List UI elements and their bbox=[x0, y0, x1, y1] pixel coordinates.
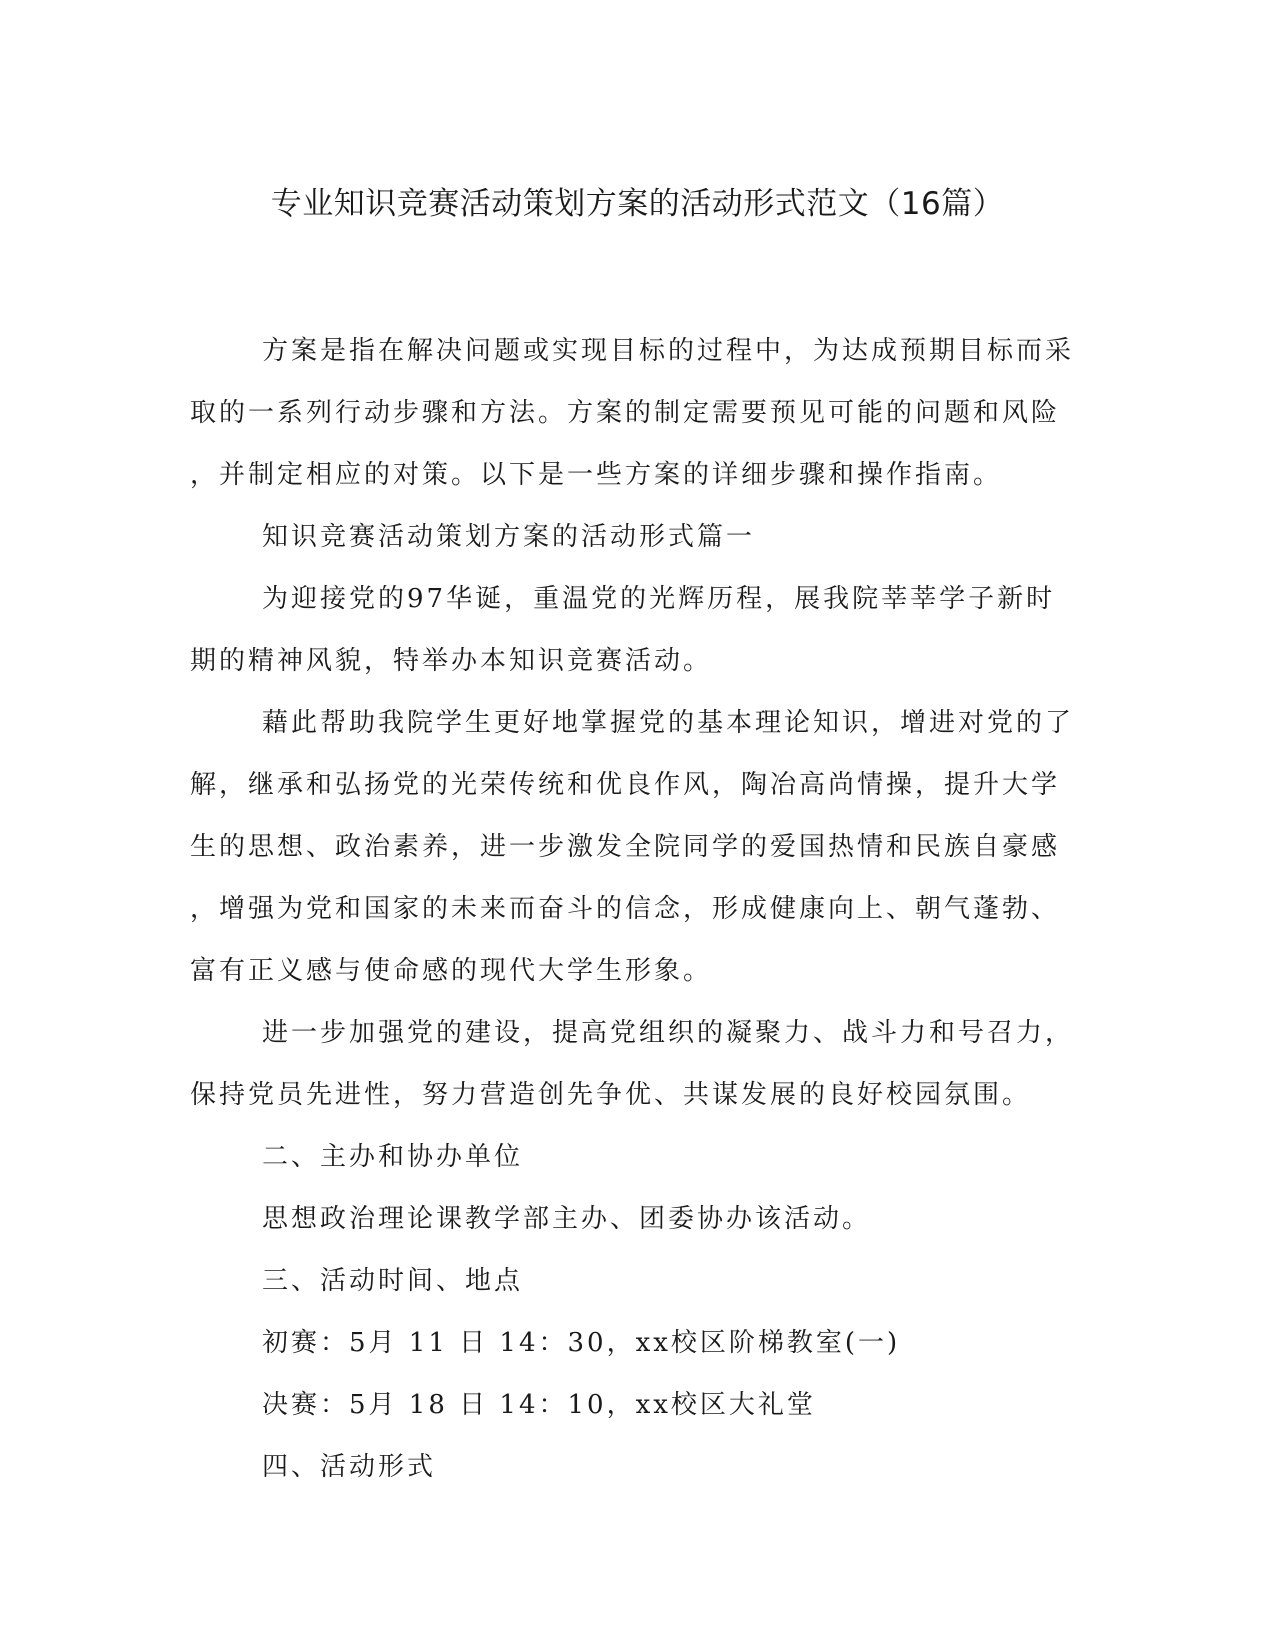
paragraph-purpose-continued bbox=[190, 754, 1080, 1002]
intro-paragraph bbox=[190, 320, 1080, 382]
paragraph-97 bbox=[190, 568, 1080, 630]
paragraph-build-continued bbox=[190, 1064, 1080, 1126]
text-line: ，并制定相应的对策。以下是一些方案的详细步骤和操作指南。 bbox=[190, 460, 1003, 490]
intro-paragraph-continued bbox=[190, 382, 1080, 506]
paragraph-purpose bbox=[190, 692, 1080, 754]
section-heading: 知识竞赛活动策划方案的活动形式篇一 bbox=[262, 522, 756, 552]
text-line: 进一步加强党的建设，提高党组织的凝聚力、战斗力和号召力， bbox=[262, 1018, 1075, 1048]
heading-time-place: 三、活动时间、地点 bbox=[262, 1266, 524, 1296]
heading-format: 四、活动形式 bbox=[262, 1452, 437, 1482]
document-body bbox=[190, 320, 1080, 1498]
heading-organizers: 二、主办和协办单位 bbox=[262, 1142, 524, 1172]
final-schedule: 决赛：5月 18 日 14：10，xx校区大礼堂 bbox=[262, 1390, 816, 1420]
text-line: 富有正义感与使命感的现代大学生形象。 bbox=[190, 956, 713, 986]
text-line: 生的思想、政治素养，进一步激发全院同学的爱国热情和民族自豪感 bbox=[190, 832, 1061, 862]
text-line: 为迎接党的97华诞，重温党的光辉历程，展我院莘莘学子新时 bbox=[262, 584, 1056, 614]
prelim-schedule: 初赛：5月 11 日 14：30，xx校区阶梯教室(一) bbox=[262, 1328, 901, 1358]
text-line: 藉此帮助我院学生更好地掌握党的基本理论知识，增进对党的了 bbox=[262, 708, 1075, 738]
text-line: ，增强为党和国家的未来而奋斗的信念，形成健康向上、朝气蓬勃、 bbox=[190, 894, 1061, 924]
text-line: 期的精神风貌，特举办本知识竞赛活动。 bbox=[190, 646, 713, 676]
text-line: 取的一系列行动步骤和方法。方案的制定需要预见可能的问题和风险 bbox=[190, 398, 1061, 428]
text-line: 解，继承和弘扬党的光荣传统和优良作风，陶冶高尚情操，提升大学 bbox=[190, 770, 1061, 800]
text-line: 方案是指在解决问题或实现目标的过程中，为达成预期目标而采 bbox=[262, 336, 1075, 366]
paragraph-build bbox=[190, 1002, 1080, 1064]
document-title: 专业知识竞赛活动策划方案的活动形式范文（16篇） bbox=[270, 186, 1005, 222]
organizers-text: 思想政治理论课教学部主办、团委协办该活动。 bbox=[262, 1204, 872, 1234]
paragraph-97-continued bbox=[190, 630, 1080, 692]
text-line: 保持党员先进性，努力营造创先争优、共谋发展的良好校园氛围。 bbox=[190, 1080, 1032, 1110]
